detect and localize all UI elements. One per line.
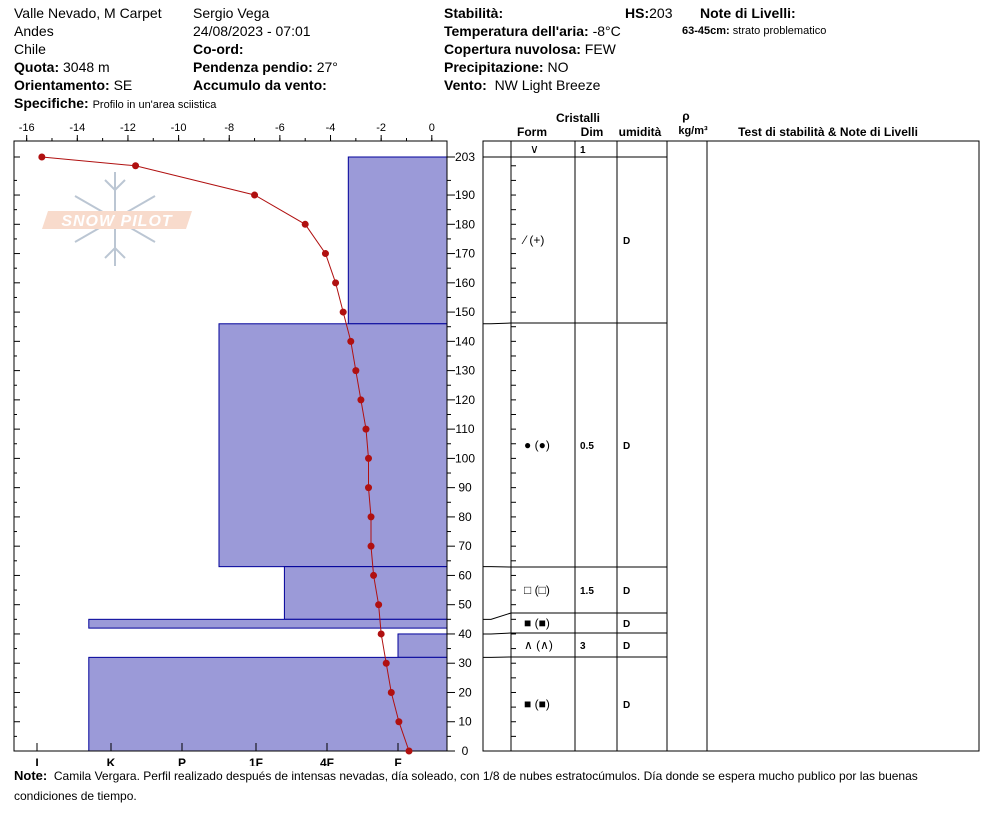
density-unit: kg/m³	[678, 125, 708, 137]
temperature-point	[395, 718, 402, 725]
temperature-point	[388, 689, 395, 696]
hardness-tick-label: P	[177, 756, 187, 766]
temperature-point	[322, 250, 329, 257]
temp-tick-label: -16	[18, 122, 35, 134]
hardness-tick-label: I	[35, 756, 39, 766]
temperature-point	[332, 279, 339, 286]
sky-value: FEW	[584, 41, 616, 57]
hardness-layer-2	[284, 567, 447, 620]
wind-label: Vento:	[444, 77, 487, 93]
snowpilot-logo	[42, 172, 192, 266]
country: Chile	[14, 41, 46, 57]
slope-label: Pendenza pendio:	[193, 59, 313, 75]
height-tick-label: 190	[454, 188, 476, 203]
precip-value: NO	[547, 59, 569, 75]
form-header: Form	[517, 125, 547, 139]
air-temp-value: -8°C	[592, 23, 621, 39]
temp-tick-label: -12	[119, 122, 136, 134]
height-tick-label: 160	[454, 275, 476, 290]
grain-form: ∧ (∧)	[524, 638, 553, 652]
slope-value: 27°	[316, 59, 338, 75]
temperature-point	[340, 309, 347, 316]
wetness-value: D	[623, 700, 631, 711]
wetness-value: D	[623, 441, 631, 452]
height-tick-label: 30	[458, 656, 472, 671]
temperature-point	[406, 748, 413, 755]
profile-note	[14, 766, 974, 806]
temperature-point	[352, 367, 359, 374]
height-tick-label: 20	[458, 685, 472, 700]
hs-label: HS:	[625, 5, 650, 21]
height-tick-label: 80	[458, 509, 472, 524]
aspect-label: Orientamento:	[14, 77, 110, 93]
temp-tick-label: -4	[325, 122, 336, 134]
hardness-tick-label: 4F	[319, 756, 335, 766]
location: Valle Nevado, M Carpet	[14, 5, 162, 21]
hardness-layer-5	[89, 657, 447, 751]
height-tick-label: 120	[454, 392, 476, 407]
height-tick-label: 90	[458, 480, 472, 495]
specifics-value: Profilo in un'area sciistica	[92, 99, 217, 111]
temperature-point	[378, 630, 385, 637]
height-tick-label: 100	[454, 451, 476, 466]
depth-connector	[483, 323, 511, 324]
temperature-point	[365, 484, 372, 491]
depth-connector	[483, 613, 511, 619]
specifics-label: Specifiche:	[14, 95, 89, 111]
wind-loading-label: Accumulo da vento:	[193, 77, 327, 93]
height-tick-label: 140	[454, 334, 476, 349]
height-tick-label: 50	[458, 597, 472, 612]
tests-header: Test di stabilità & Note di Livelli	[738, 125, 918, 139]
wetness-header: umidità	[618, 125, 662, 139]
hardness-layer-4	[398, 634, 447, 657]
temperature-point	[368, 513, 375, 520]
temperature-point	[375, 601, 382, 608]
temperature-point	[38, 154, 45, 161]
height-tick-label: 180	[454, 217, 476, 232]
stability-label: Stabilità:	[444, 5, 504, 21]
elevation-label: Quota:	[14, 59, 60, 75]
grain-form: □ (□)	[524, 583, 550, 597]
temp-tick-label: -8	[224, 122, 235, 134]
note-label: Note:	[14, 768, 48, 783]
hardness-tick-label: 1F	[248, 756, 264, 766]
temperature-point	[302, 221, 309, 228]
hs-value: 203	[649, 5, 673, 21]
height-tick-label: 40	[458, 626, 472, 641]
grain-form: ■ (■)	[524, 697, 550, 711]
range: Andes	[14, 23, 54, 39]
grain-size: 3	[580, 641, 586, 652]
temperature-point	[365, 455, 372, 462]
logo-text: SNOW PILOT	[61, 213, 173, 230]
temperature-point	[251, 192, 258, 199]
height-tick-label: 70	[458, 539, 472, 554]
wetness-value: D	[623, 586, 631, 597]
temperature-point	[347, 338, 354, 345]
layer-note-depth: 63-45cm:	[682, 25, 730, 37]
height-tick-label: 0	[461, 744, 469, 758]
grain-form: ⁄ (+)	[524, 233, 545, 247]
temperature-point	[383, 660, 390, 667]
height-tick-label: 203	[454, 150, 476, 164]
grain-size: 0.5	[580, 441, 594, 452]
grain-size: 1.5	[580, 586, 594, 597]
height-tick-label: 130	[454, 363, 476, 378]
size-header: Dim	[580, 125, 604, 139]
height-tick-label: 170	[454, 246, 476, 261]
temp-tick-label: -6	[274, 122, 285, 134]
grain-form: ● (●)	[524, 438, 550, 452]
height-tick-label: 110	[455, 422, 475, 437]
temp-tick-label: -10	[170, 122, 187, 134]
height-tick-label: 150	[454, 305, 476, 320]
sky-label: Copertura nuvolosa:	[444, 41, 581, 57]
wetness-value: D	[623, 641, 631, 652]
surface-form: ∨	[530, 142, 539, 156]
hardness-layer-3	[89, 619, 447, 628]
hardness-tick-label: K	[106, 756, 116, 766]
wetness-value: D	[623, 236, 631, 247]
wind-value: NW Light Breeze	[494, 77, 601, 93]
aspect-value: SE	[113, 77, 133, 93]
temperature-point	[357, 396, 364, 403]
depth-connector	[483, 633, 511, 634]
elevation-value: 3048 m	[63, 59, 110, 75]
height-tick-label: 60	[458, 568, 472, 583]
layer-note-text: strato problematico	[732, 25, 827, 37]
note-text: Camila Vergara. Perfil realizado después de intensas nevadas, día soleado, con 1/8 de nubes estratocúmulos. Día donde se espera mucho publico por las buenas condiciones de tiempo.	[14, 769, 918, 803]
temperature-point	[370, 572, 377, 579]
temp-tick-label: -14	[69, 122, 86, 134]
temperature-point	[362, 426, 369, 433]
table-frame	[483, 141, 979, 751]
coord-label: Co-ord:	[193, 41, 244, 57]
observer: Sergio Vega	[193, 5, 270, 21]
hardness-layer-1	[219, 324, 447, 567]
temp-tick-label: -2	[376, 122, 387, 134]
crystals-header: Cristalli	[555, 111, 601, 125]
precip-label: Precipitazione:	[444, 59, 544, 75]
layer-notes-label: Note di Livelli:	[700, 5, 796, 21]
temp-tick-label: 0	[428, 122, 435, 134]
temperature-point	[132, 162, 139, 169]
datetime: 24/08/2023 - 07:01	[193, 23, 311, 39]
air-temp-label: Temperatura dell'aria:	[444, 23, 589, 39]
wetness-value: D	[623, 619, 631, 630]
density-header: ρ	[682, 109, 690, 123]
height-tick-label: 10	[458, 714, 472, 729]
grain-form: ■ (■)	[524, 616, 550, 630]
hardness-tick-label: F	[394, 756, 402, 766]
hardness-layer-0	[348, 157, 447, 324]
surface-size: 1	[580, 145, 586, 156]
temperature-point	[368, 543, 375, 550]
